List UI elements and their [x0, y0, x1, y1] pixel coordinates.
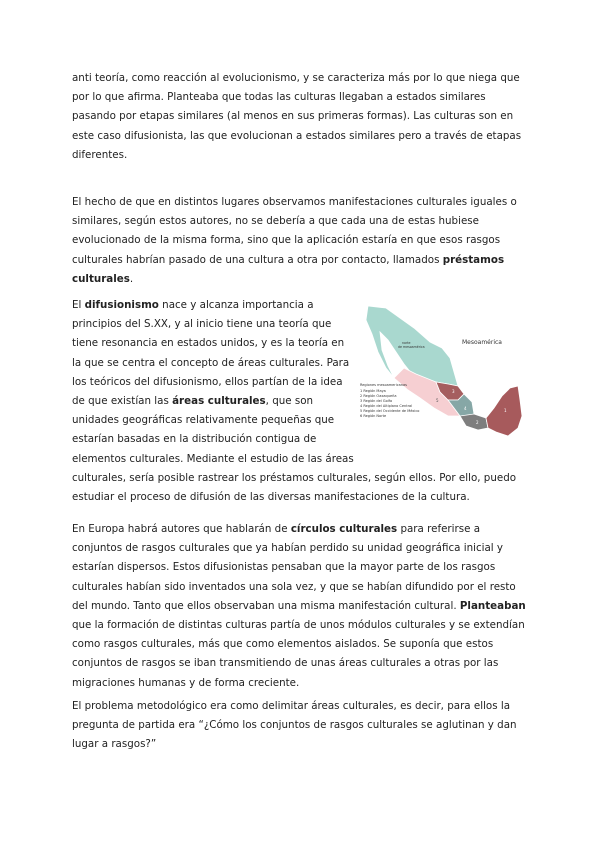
term-planteaban: Planteaban: [459, 599, 526, 612]
svg-text:5: 5: [436, 398, 439, 403]
term-circulos-culturales: círculos culturales: [290, 523, 398, 535]
term-areas-culturales: áreas culturales: [172, 395, 266, 408]
map-legend-item: 6 Región Norte: [360, 414, 387, 418]
paragraph-cultural-loans: [72, 193, 528, 289]
svg-text:1: 1: [504, 408, 507, 413]
svg-text:4: 4: [464, 406, 467, 411]
map-legend-header: Regiones mesoamericanas: [360, 383, 407, 387]
map-north-label-1: norte: [402, 341, 411, 345]
paragraph-methodology: [72, 697, 528, 755]
mesoamerica-map-figure: [360, 304, 528, 446]
svg-text:3: 3: [452, 389, 455, 394]
map-legend-item: 1 Región Maya: [360, 389, 386, 393]
paragraph-intro: [72, 69, 528, 165]
paragraph-text: que la formación de distintas culturas partía de unos módulos culturales y se extendían como rasgos culturales, más que como elementos aislados. Se suponía que estos conjuntos de rasgos se iban transmitiendo de unas áreas culturales a otras por las migraciones humanas y de forma creciente.: [72, 619, 525, 689]
paragraph-text: para referirse a conjuntos de rasgos culturales que ya habían perdido su unidad geográfica inicial y estarían dispersos. Estos difusionistas pensaban que la mayor parte de los rasgos culturales habían sido inventados una sola vez, y que se habían difundido por el resto del mundo. Tanto que ellos observaban una misma manifestación cultural.: [72, 523, 516, 612]
map-legend-item: 5 Región del Occidente de México: [360, 409, 420, 413]
paragraph-text: , que son unidades geográficas relativamente pequeñas que estarían basadas en la distribución contigua de elementos culturales. Mediante el estudio de las áreas culturales, sería posible rastrear los préstamos culturales, según ellos. Por ello, puedo estudiar el proceso de difusión de las diversas manifestaciones de la cultura.: [72, 395, 517, 504]
map-oaxaca-region: [460, 414, 488, 430]
paragraph-end: .: [129, 272, 134, 285]
paragraph-text: El hecho de que en distintos lugares observamos manifestaciones culturales iguales o similares, según estos autores, no se debería a que cada una de estas hubiese evolucionado de la misma forma, sino que la aplicación estaría en que esos rasgos culturales habrían pasado de una cultura a otra por contacto, llamados: [72, 196, 517, 266]
map-title: Mesoamérica: [462, 339, 502, 346]
map-legend-item: 2 Región Oaxaqueña: [360, 394, 397, 398]
mesoamerica-map: [360, 304, 528, 446]
paragraph-cultural-circles: [72, 520, 528, 693]
paragraph-methodology-text: El problema metodológico era como delimitar áreas culturales, es decir, para ellos la pregunta de partida era “¿Cómo los conjuntos de rasgos culturales se aglutinan y dan lugar a rasgos?”: [72, 700, 517, 751]
term-prestamos-culturales: préstamos culturales: [72, 253, 505, 285]
paragraph-diffusionism: [72, 296, 528, 507]
paragraph-text: nace y alcanza importancia a principios del S.XX, y al inicio tiene una teoría que tiene resonancia en estados unidos, y es la teoría en la que se centra el concepto de áreas culturales. Para los teóricos del difusionismo, ellos partían de la idea de que existían las: [72, 299, 350, 408]
svg-text:2: 2: [476, 420, 479, 425]
paragraph-intro-text: anti teoría, como reacción al evolucionismo, y se caracteriza más por lo que niega que por lo que afirma. Planteaba que todas las culturas llegaban a estados similares pasando por etapas similares (al menos en sus primeras formas). Las culturas son en este caso difusionista, las que evolucionan a estados similares pero a través de etapas diferentes.: [72, 72, 522, 161]
term-difusionismo: difusionismo: [84, 299, 159, 311]
map-legend-item: 4 Región del Altiplano Central: [360, 404, 413, 408]
map-north-label-2: de mesoamérica: [398, 345, 425, 349]
paragraph-text: En Europa habrá autores que hablarán de: [72, 523, 291, 535]
paragraph-text: El: [72, 299, 85, 311]
map-legend-item: 3 Región del Golfo: [360, 399, 393, 403]
